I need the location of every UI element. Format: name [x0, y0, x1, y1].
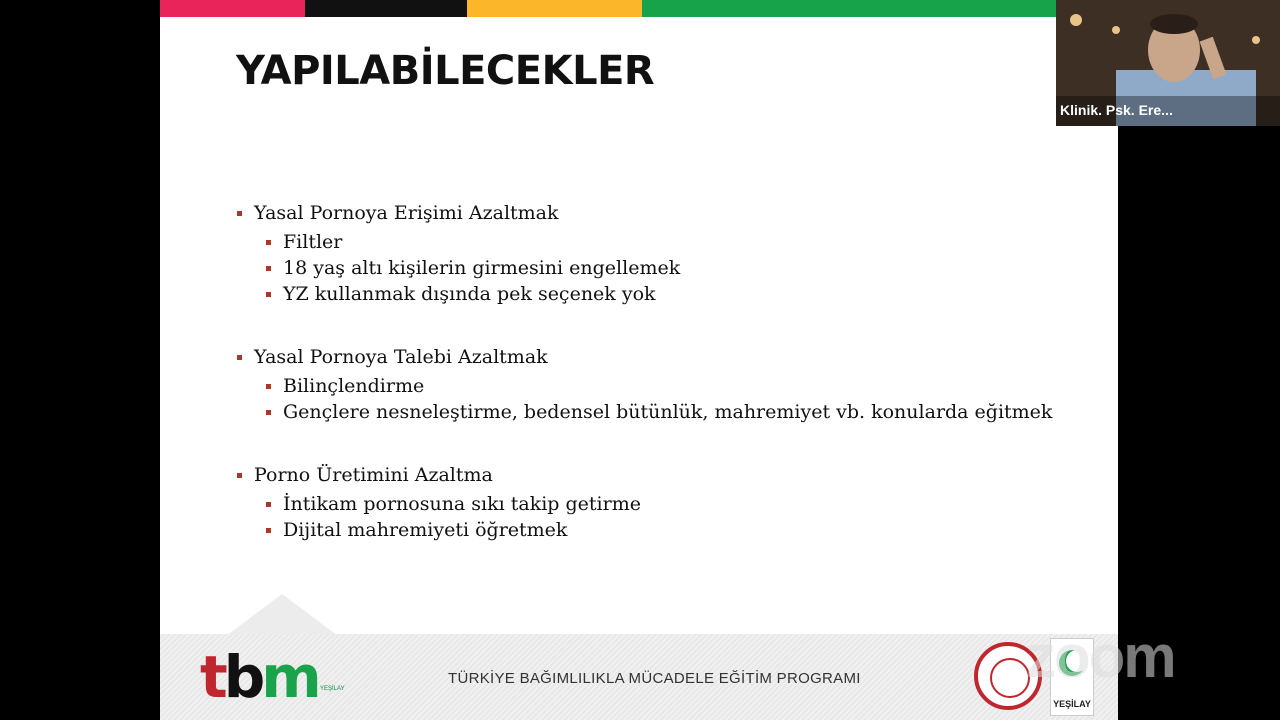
bullet-icon — [266, 384, 271, 389]
bullet-icon — [266, 410, 271, 415]
bullet-icon — [266, 266, 271, 271]
section-heading: Yasal Pornoya Talebi Azaltmak — [234, 344, 1054, 370]
program-name: TÜRKİYE BAĞIMLILIKLA MÜCADELE EĞİTİM PROGRAMI — [448, 670, 861, 687]
list-item: Filtler — [234, 232, 1054, 252]
participant-video[interactable] — [1056, 0, 1280, 126]
bullet-icon — [237, 473, 242, 478]
bullet-icon — [266, 292, 271, 297]
stripe-yellow — [467, 0, 642, 17]
tbm-logo: tbm — [200, 643, 318, 711]
slide-title: YAPILABİLECEKLER — [236, 48, 655, 94]
zoom-watermark: zoom — [1026, 623, 1175, 690]
slide-footer — [160, 634, 1118, 720]
list-item: Bilinçlendirme — [234, 376, 1054, 396]
list-item: YZ kullanmak dışında pek seçenek yok — [234, 284, 1054, 304]
bullet-icon — [266, 502, 271, 507]
bullet-icon — [237, 355, 242, 360]
yesilay-label: YEŞİLAY — [1053, 699, 1091, 709]
section-heading: Yasal Pornoya Erişimi Azaltmak — [234, 200, 1054, 226]
bullet-icon — [266, 528, 271, 533]
section-production — [234, 462, 1054, 540]
stripe-red — [160, 0, 305, 17]
bullet-icon — [237, 211, 242, 216]
participant-name: Klinik. Psk. Ere... — [1060, 102, 1173, 118]
bullet-icon — [266, 240, 271, 245]
list-item: Gençlere nesneleştirme, bedensel bütünlük, mahremiyet vb. konularda eğitmek — [234, 402, 1054, 422]
list-item: Dijital mahremiyeti öğretmek — [234, 520, 1054, 540]
stripe-green — [642, 0, 1118, 17]
tbm-logo-sub: YEŞİLAY — [320, 686, 345, 692]
presentation-slide — [160, 0, 1118, 720]
stripe-black — [305, 0, 467, 17]
participant-name-bar — [1056, 96, 1280, 126]
section-access — [234, 200, 1054, 304]
list-item: 18 yaş altı kişilerin girmesini engellemek — [234, 258, 1054, 278]
slide-content — [234, 200, 1054, 580]
footer-peak — [226, 594, 338, 636]
list-item: İntikam pornosuna sıkı takip getirme — [234, 494, 1054, 514]
section-demand — [234, 344, 1054, 422]
section-heading: Porno Üretimini Azaltma — [234, 462, 1054, 488]
